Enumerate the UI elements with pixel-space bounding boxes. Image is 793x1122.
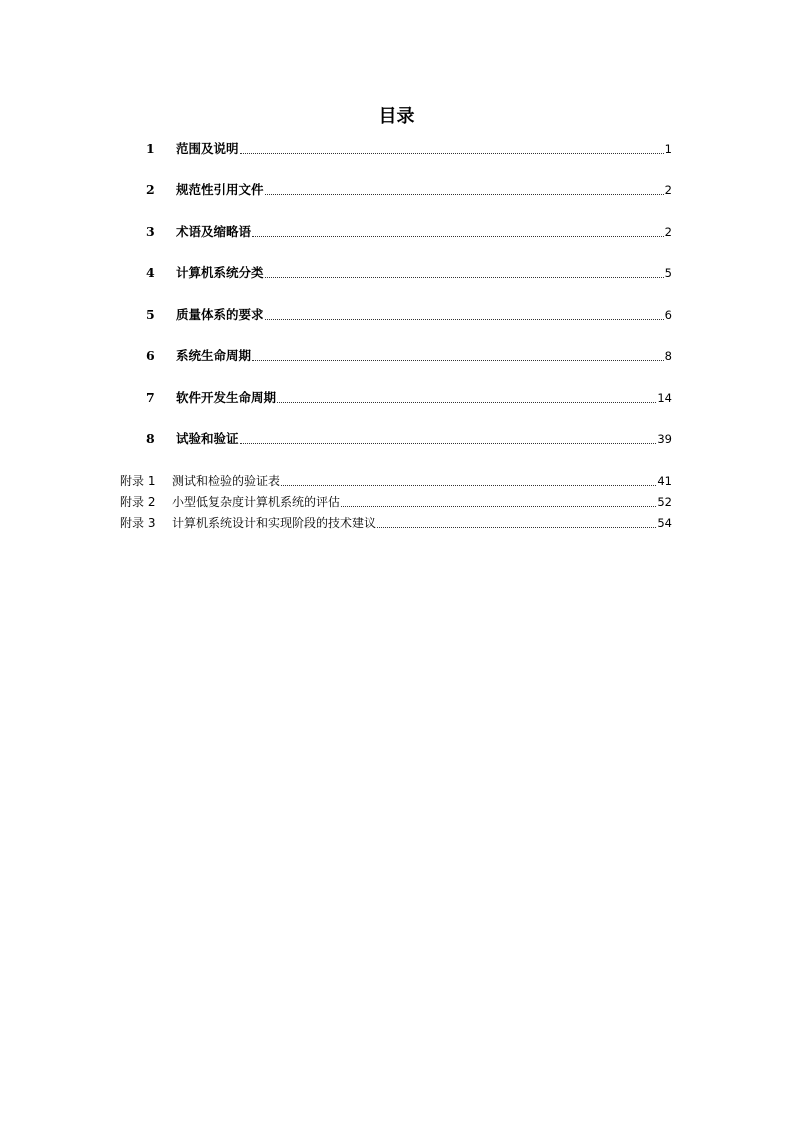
appendix-prefix: 附录 3 (120, 516, 156, 530)
toc-entry-number: 6 (146, 348, 155, 363)
appendix-prefix: 附录 1 (120, 474, 156, 488)
toc-entry-number: 4 (146, 265, 155, 280)
toc-entry-label: 计算机系统分类 (176, 265, 264, 280)
dot-leader (281, 485, 656, 486)
appendix-page: 52 (657, 495, 672, 509)
dot-leader (277, 402, 656, 403)
toc-entry-page: 5 (664, 266, 672, 280)
toc-entry-page: 39 (657, 432, 672, 446)
toc-entry-label: 系统生命周期 (176, 348, 252, 363)
dot-leader (377, 527, 656, 528)
toc-entry-label: 范围及说明 (176, 141, 239, 156)
dot-leader (265, 277, 664, 278)
toc-entry-number: 2 (146, 182, 155, 197)
appendix-label: 测试和检验的验证表 (172, 474, 281, 488)
appendix-label: 计算机系统设计和实现阶段的技术建议 (172, 516, 377, 530)
toc-entry-number: 1 (146, 141, 155, 156)
toc-entry-label: 规范性引用文件 (176, 182, 264, 197)
appendix-entry[interactable] (120, 493, 672, 511)
toc-title: 目录 (378, 106, 415, 127)
appendix-page: 54 (657, 516, 672, 530)
appendix-page: 41 (657, 474, 672, 488)
appendix-entry[interactable] (120, 472, 672, 490)
toc-entry-number: 8 (146, 431, 155, 446)
toc-entry-number: 7 (146, 390, 155, 405)
toc-entry[interactable] (146, 430, 672, 448)
toc-entry[interactable] (146, 306, 672, 324)
dot-leader (240, 153, 664, 154)
dot-leader (265, 319, 664, 320)
dot-leader (265, 194, 664, 195)
dot-leader (240, 443, 657, 444)
dot-leader (252, 360, 664, 361)
toc-entry[interactable] (146, 389, 672, 407)
toc-entry-number: 3 (146, 224, 155, 239)
toc-entry[interactable] (146, 347, 672, 365)
appendix-prefix: 附录 2 (120, 495, 156, 509)
toc-entry-number: 5 (146, 307, 155, 322)
toc-entry-page: 8 (664, 349, 672, 363)
toc-entry[interactable] (146, 223, 672, 241)
appendix-entry[interactable] (120, 514, 672, 532)
toc-entry-label: 软件开发生命周期 (176, 390, 277, 405)
toc-entry-page: 2 (664, 225, 672, 239)
toc-entry[interactable] (146, 181, 672, 199)
dot-leader (341, 506, 656, 507)
dot-leader (252, 236, 664, 237)
toc-entry-page: 6 (664, 308, 672, 322)
toc-entry-page: 14 (657, 391, 672, 405)
toc-entry-page: 2 (664, 183, 672, 197)
appendix-label: 小型低复杂度计算机系统的评估 (172, 495, 341, 509)
toc-entry-page: 1 (664, 142, 672, 156)
toc-entry[interactable] (146, 264, 672, 282)
toc-entry-label: 质量体系的要求 (176, 307, 264, 322)
toc-entry-label: 试验和验证 (176, 431, 239, 446)
toc-entry-label: 术语及缩略语 (176, 224, 252, 239)
toc-entry[interactable] (146, 140, 672, 158)
